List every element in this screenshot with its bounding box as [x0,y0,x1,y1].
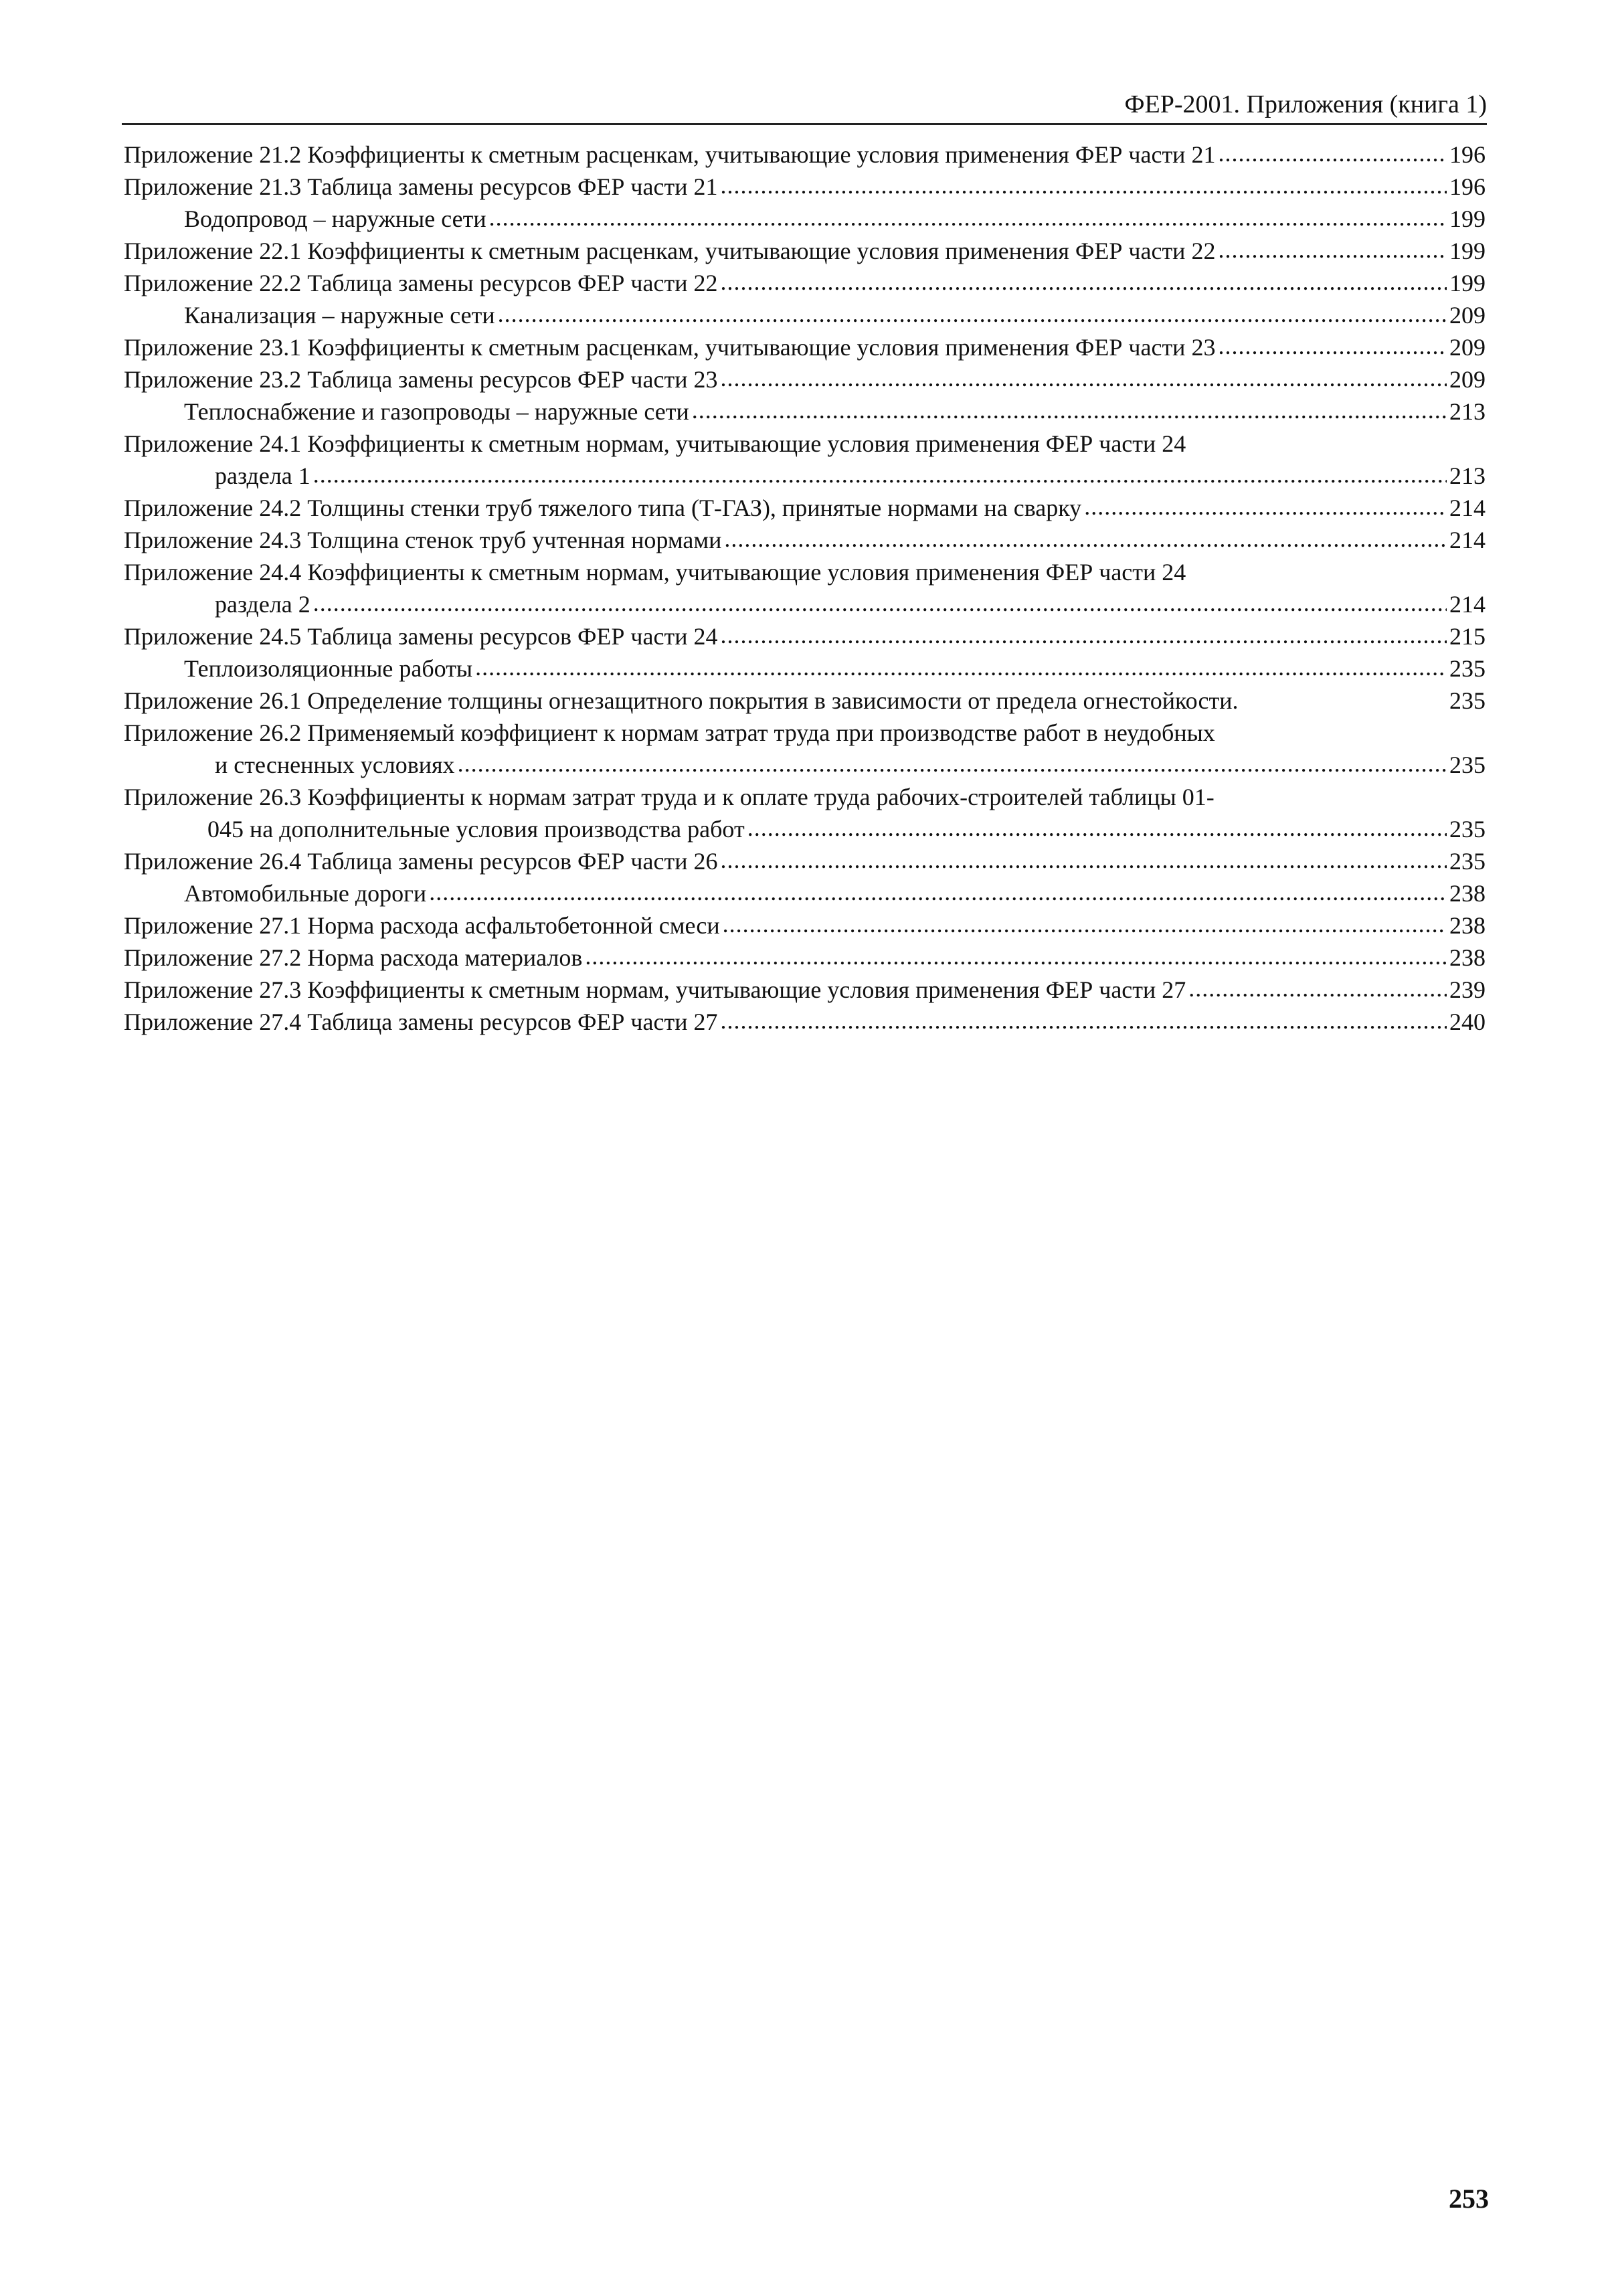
toc-entry [124,942,1486,974]
toc-entry-title: Приложение 27.3 Коэффициенты к сметным нормам, учитывающие условия применения ФЕР части 27 [124,976,1186,1003]
toc-entry-page: 238 [1449,880,1486,907]
toc-entry [124,556,1486,588]
toc-entry-page: 214 [1449,591,1486,618]
toc-entry-title: Приложение 24.2 Толщины стенки труб тяжелого типа (Т-ГАЗ), принятые нормами на сварку [124,495,1082,521]
toc-entry-title: Приложение 27.4 Таблица замены ресурсов ФЕР части 27 [124,1008,718,1035]
toc-entry-page: 238 [1449,912,1486,939]
toc-entry [124,685,1486,717]
toc-entry [124,620,1486,652]
toc-entry-title: Приложение 22.2 Таблица замены ресурсов ФЕР части 22 [124,270,718,296]
toc-entry-page: 235 [1449,816,1486,843]
toc-entry-title: раздела 1 [215,462,310,489]
toc-entry [124,845,1486,877]
toc-entry [124,909,1486,942]
toc-leader-dots [429,876,1447,908]
document-title: ФЕР-2001. Приложения (книга 1) [1124,90,1487,118]
toc-entry-page: 199 [1449,270,1486,296]
toc-leader-dots [313,458,1447,491]
toc-entry [124,428,1486,460]
toc-entry [124,524,1486,556]
toc-entry-page: 209 [1449,366,1486,393]
toc-entry-title: Канализация – наружные сети [184,302,495,329]
toc-leader-dots [489,201,1447,234]
toc-leader-dots [720,619,1447,651]
toc-entry-page: 213 [1449,398,1486,425]
toc-entry [124,974,1486,1006]
page-number: 253 [1449,2184,1489,2214]
toc-entry [124,203,1486,235]
toc-leader-dots [720,844,1447,876]
toc-entry-title: Приложение 24.1 Коэффициенты к сметным нормам, учитывающие условия применения ФЕР части 24 [124,430,1186,457]
toc-entry [124,139,1486,171]
toc-leader-dots [1188,972,1447,1004]
toc-entry-page: 214 [1449,527,1486,553]
toc-leader-dots [1218,330,1447,362]
toc-entry-title: Приложение 22.1 Коэффициенты к сметным расценкам, учитывающие условия применения ФЕР части 22 [124,238,1216,264]
toc-entry-page: 235 [1449,848,1486,875]
toc-entry [124,813,1486,845]
toc-entry [124,363,1486,395]
toc-entry [124,331,1486,363]
toc-leader-dots [458,747,1447,780]
toc-entry-title: Приложение 24.3 Толщина стенок труб учтенная нормами [124,527,722,553]
toc-leader-dots [747,812,1447,844]
toc-entry-page: 239 [1449,976,1486,1003]
toc-entry-page: 235 [1449,752,1486,778]
toc-entry [124,588,1486,620]
toc-entry-title: Приложение 21.2 Коэффициенты к сметным расценкам, учитывающие условия применения ФЕР части 21 [124,141,1216,168]
toc-leader-dots [313,587,1447,619]
toc-entry [124,781,1486,813]
toc-entry-title: Приложение 21.3 Таблица замены ресурсов ФЕР части 21 [124,173,718,200]
toc-leader-dots [720,169,1447,201]
toc-entry [124,171,1486,203]
toc-entry-title: и стесненных условиях [215,752,455,778]
toc-entry [124,717,1486,749]
toc-leader-dots [723,908,1447,940]
toc-entry-page: 209 [1449,334,1486,361]
toc-leader-dots [720,362,1447,394]
toc-entry [124,395,1486,428]
toc-leader-dots [1218,137,1447,169]
toc-entry-title: Приложение 26.4 Таблица замены ресурсов ФЕР части 26 [124,848,718,875]
toc-entry [124,267,1486,299]
toc-entry-page: 199 [1449,205,1486,232]
toc-entry-title: Приложение 24.4 Коэффициенты к сметным нормам, учитывающие условия применения ФЕР части 24 [124,559,1186,586]
toc-entry-title: Приложение 26.3 Коэффициенты к нормам затрат труда и к оплате труда рабочих-строителей таблицы 01- [124,784,1215,810]
toc-entry-page: 213 [1449,462,1486,489]
toc-entry [124,235,1486,267]
toc-entry-title: 045 на дополнительные условия производства работ [207,816,745,843]
toc-entry-title: Автомобильные дороги [184,880,427,907]
toc-leader-dots [498,298,1447,330]
toc-leader-dots [724,523,1447,555]
toc-entry [124,299,1486,331]
toc-entry-page: 196 [1449,173,1486,200]
toc-entry-page: 196 [1449,141,1486,168]
toc-entry-title: Приложение 27.1 Норма расхода асфальтобетонной смеси [124,912,720,939]
toc-entry-page: 199 [1449,238,1486,264]
toc-entry-title: раздела 2 [215,591,310,618]
toc-entry-title: Теплоснабжение и газопроводы – наружные сети [184,398,689,425]
toc-entry [124,460,1486,492]
toc-entry [124,652,1486,685]
toc-entry-title: Приложение 27.2 Норма расхода материалов [124,944,583,971]
toc-entry-page: 215 [1449,623,1486,650]
toc-entry [124,1006,1486,1038]
toc-entry-title: Приложение 23.2 Таблица замены ресурсов ФЕР части 23 [124,366,718,393]
toc-entry-title: Приложение 24.5 Таблица замены ресурсов ФЕР части 24 [124,623,718,650]
toc-leader-dots [720,266,1447,298]
toc-entry-page: 240 [1449,1008,1486,1035]
toc-leader-dots [692,394,1447,426]
table-of-contents [124,139,1486,1038]
toc-entry [124,492,1486,524]
toc-entry-title: Приложение 26.2 Применяемый коэффициент к нормам затрат труда при производстве работ в неудобных [124,719,1215,746]
toc-leader-dots [1218,234,1447,266]
toc-entry-page: 209 [1449,302,1486,329]
toc-entry-title: Приложение 26.1 Определение толщины огнезащитного покрытия в зависимости от предела огнестойкости. [124,687,1239,714]
toc-entry-page: 235 [1449,687,1486,714]
page-header [122,88,1487,125]
toc-entry-title: Теплоизоляционные работы [184,655,473,682]
toc-leader-dots [585,940,1447,972]
toc-leader-dots [475,651,1447,683]
toc-leader-dots [720,1004,1447,1037]
toc-entry-page: 235 [1449,655,1486,682]
toc-entry-title: Приложение 23.1 Коэффициенты к сметным расценкам, учитывающие условия применения ФЕР части 23 [124,334,1216,361]
toc-entry-page: 214 [1449,495,1486,521]
toc-entry-page: 238 [1449,944,1486,971]
toc-leader-dots [1084,491,1447,523]
toc-entry-title: Водопровод – наружные сети [184,205,486,232]
toc-entry [124,749,1486,781]
toc-entry [124,877,1486,909]
